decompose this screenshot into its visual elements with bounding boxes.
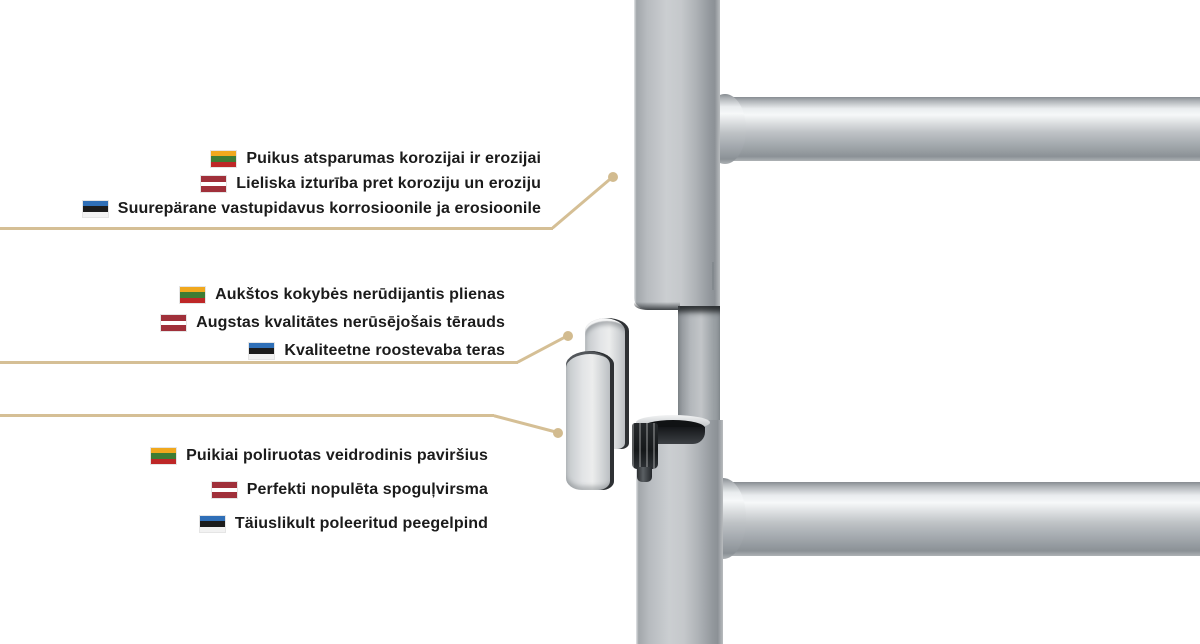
annotation-label-lv: Perfekti nopulēta spoguļvirsma — [246, 481, 488, 498]
cover-shell-front — [566, 351, 614, 490]
annotation-label-ee: Suurepärane vastupidavus korrosioonile ja erosioonile — [117, 200, 541, 217]
estonia-flag-icon — [249, 343, 274, 359]
lithuania-flag-icon — [211, 151, 236, 167]
leader-line-corrosion-diagonal — [551, 175, 615, 230]
leader-dot-polish — [553, 428, 563, 438]
latvia-flag-icon — [161, 315, 186, 331]
annotation-row — [201, 175, 541, 193]
annotation-row — [211, 150, 541, 168]
pole-seam-line — [712, 262, 714, 290]
annotation-label-lt: Aukštos kokybės nerūdijantis plienas — [215, 286, 505, 303]
horizontal-bar-top — [724, 97, 1200, 161]
annotation-group-corrosion — [83, 150, 541, 218]
latvia-flag-icon — [201, 176, 226, 192]
annotation-group-polish — [151, 447, 488, 533]
annotation-row — [249, 342, 505, 360]
annotation-label-lv: Augstas kvalitātes nerūsējošais tērauds — [196, 314, 505, 331]
annotation-label-ee: Täiuslikult poleeritud peegelpind — [234, 515, 488, 532]
latvia-flag-icon — [212, 482, 237, 498]
annotation-row — [200, 515, 488, 533]
leader-line-steel-diagonal — [516, 334, 569, 364]
estonia-flag-icon — [83, 201, 108, 217]
leader-line-corrosion — [0, 227, 553, 230]
leader-line-polish — [0, 414, 494, 417]
annotation-row — [83, 200, 541, 218]
annotation-row — [151, 447, 488, 465]
estonia-flag-icon — [200, 516, 225, 532]
annotation-group-steel — [161, 286, 505, 360]
horizontal-bar-bottom — [726, 482, 1200, 556]
lithuania-flag-icon — [180, 287, 205, 303]
lithuania-flag-icon — [151, 448, 176, 464]
annotation-row — [161, 314, 505, 332]
leader-dot-steel — [563, 331, 573, 341]
pole-back-face — [678, 306, 720, 426]
leader-dot-corrosion — [608, 172, 618, 182]
annotation-label-lt: Puikus atsparumas korozijai ir erozijai — [246, 150, 541, 167]
pole-cut-edge — [634, 302, 680, 310]
annotation-label-lt: Puikiai poliruotas veidrodinis paviršius — [186, 447, 488, 464]
leader-line-steel — [0, 361, 518, 364]
annotation-row — [212, 481, 488, 499]
vertical-pole-upper — [634, 0, 720, 310]
annotation-label-ee: Kvaliteetne roostevaba teras — [284, 342, 505, 359]
annotation-row — [180, 286, 505, 304]
snap-clip-foot — [637, 467, 652, 482]
annotation-label-lv: Lieliska izturība pret koroziju un eroziju — [236, 175, 541, 192]
snap-clip-insert — [632, 423, 658, 469]
leader-line-polish-diagonal — [493, 414, 560, 434]
